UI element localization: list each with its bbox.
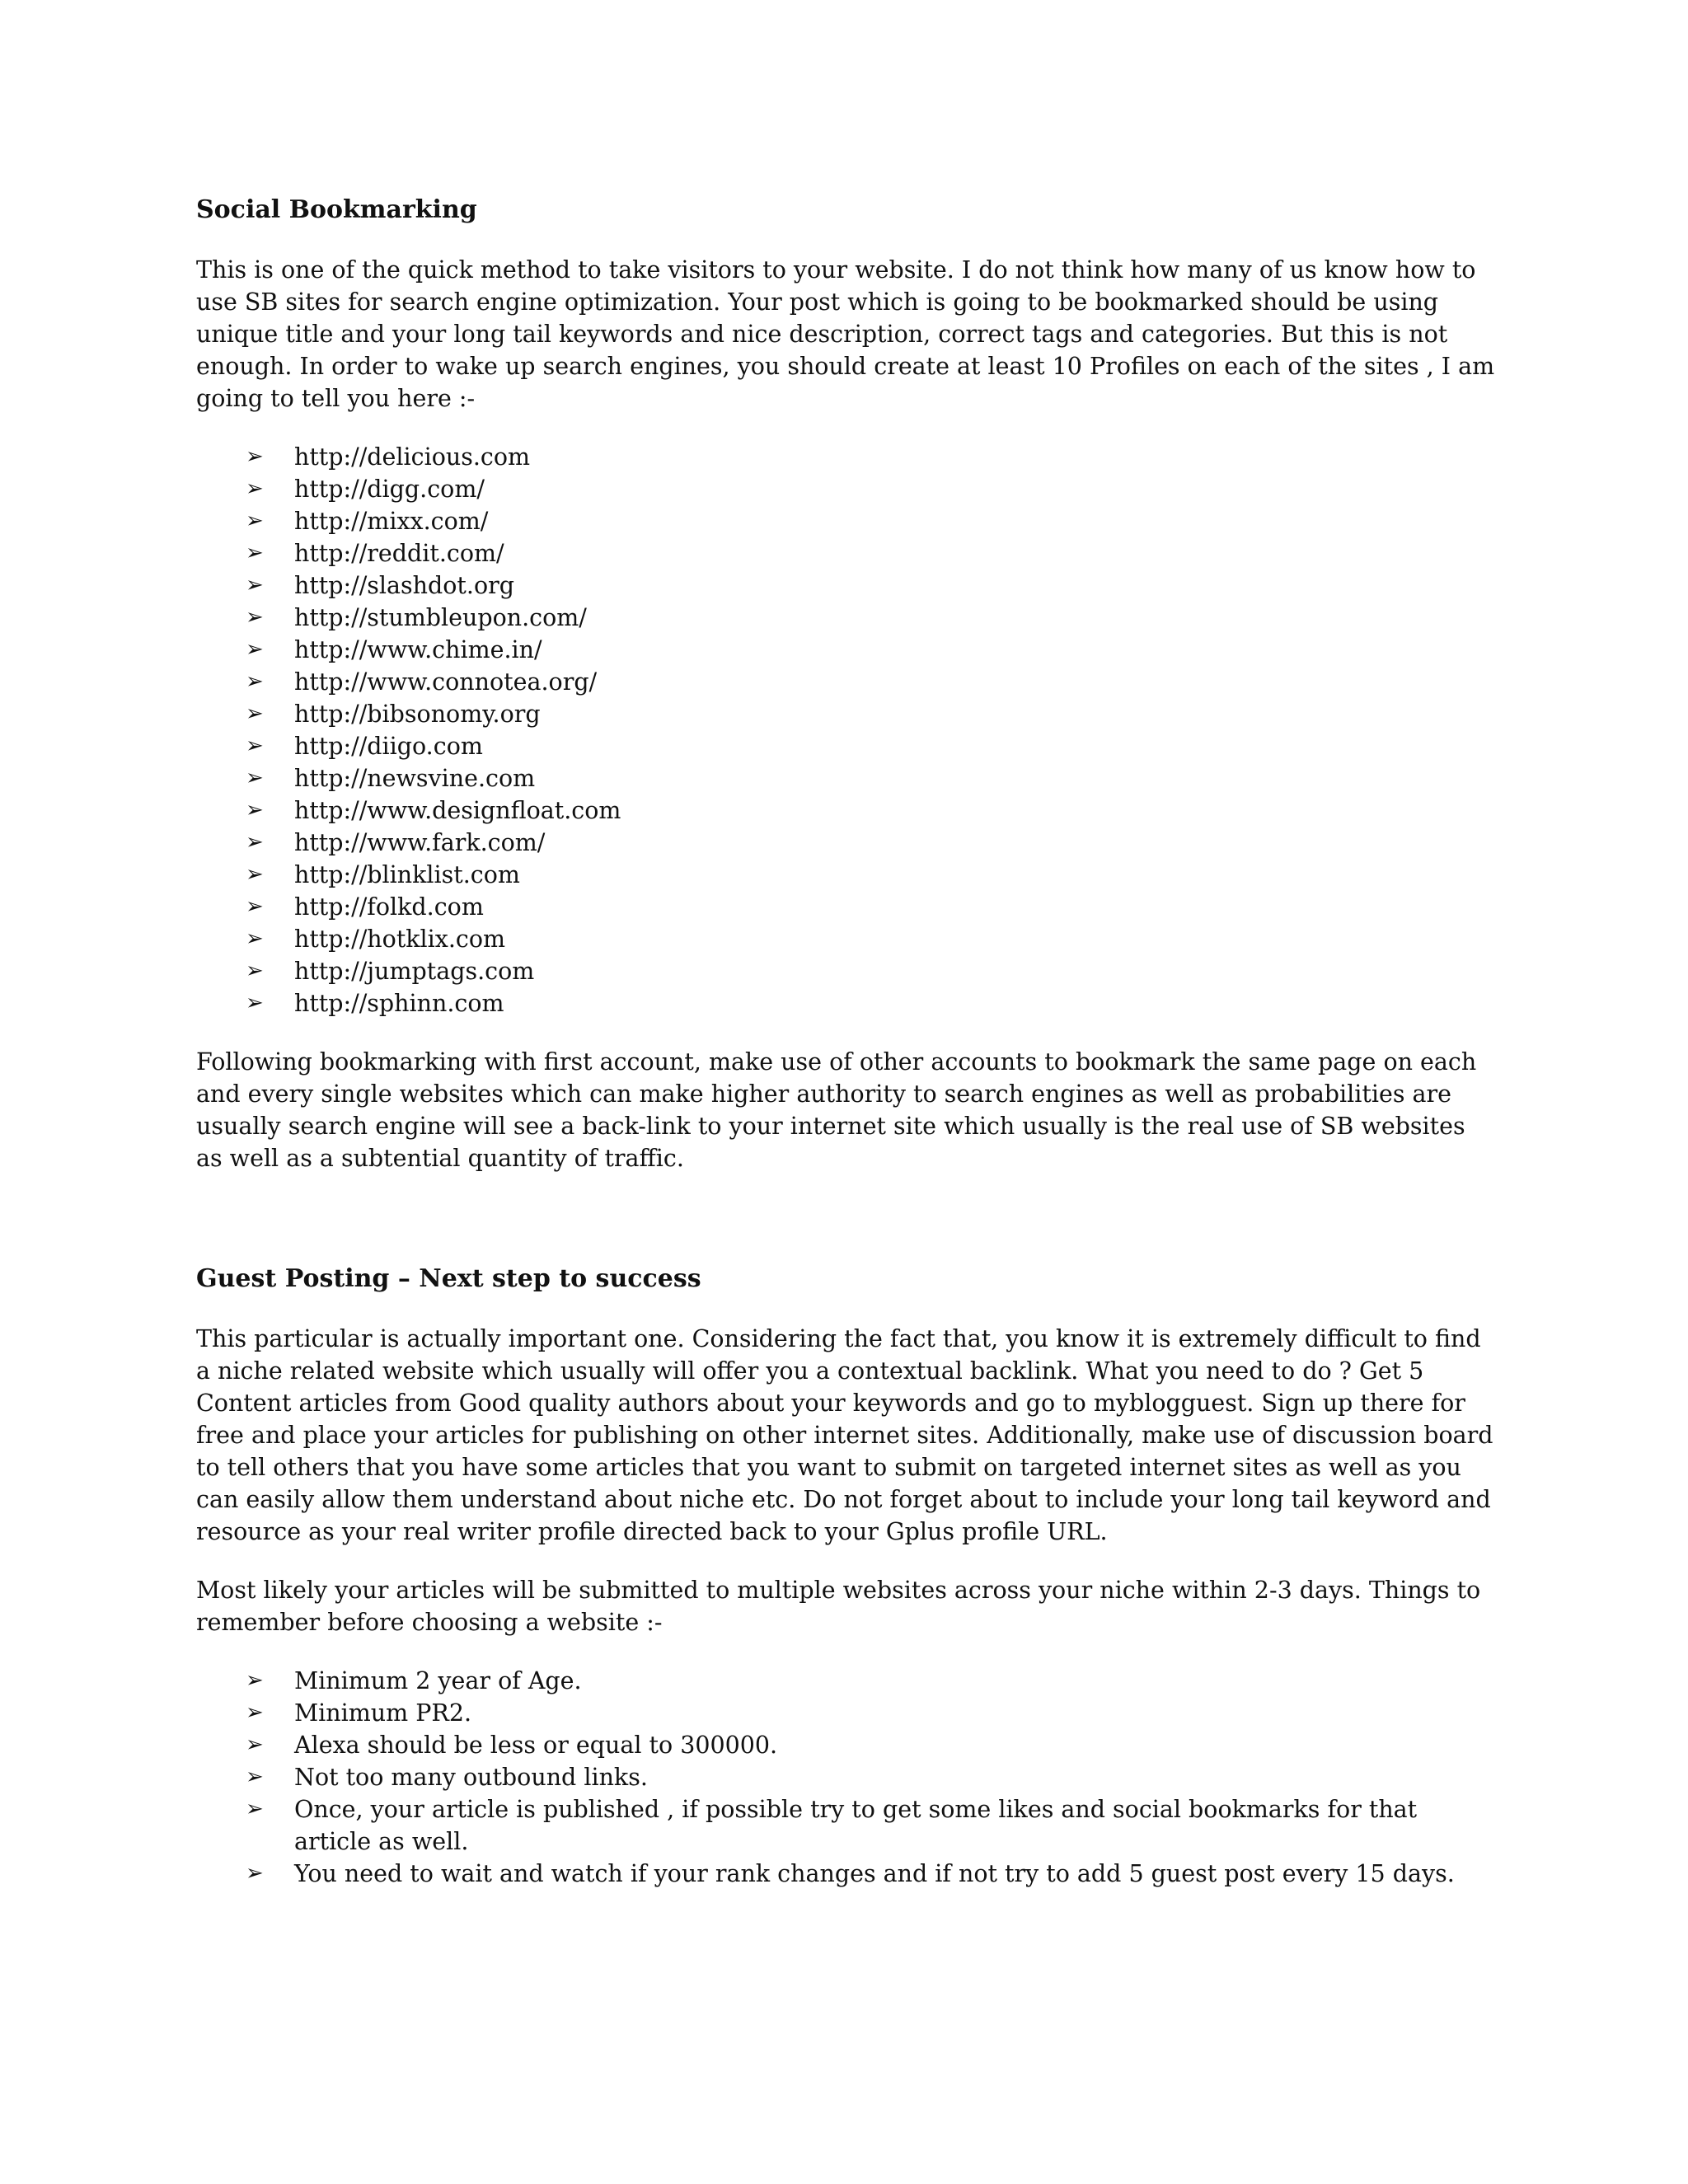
checklist-item-text: Alexa should be less or equal to 300000. [294,1732,778,1759]
guest-posting-intro: This particular is actually important one. Considering the fact that, you know it is extremely difficult to find a niche related website which usually will offer you a contextual backlink. What you need to do ? Get 5 Content articles from Good quality authors about your keywords and go to myblogguest. Sign up there for free and place your articles for publishing on other internet sites. Additionally, make use of discussion board to tell others that you have some articles that you want to submit on targeted internet sites as well as you can easily allow them understand about niche etc. Do not forget about to include your long tail keyword and resource as your real writer profile directed back to your Gplus profile URL. [196,1325,1493,1545]
arrowhead-bullet-icon: ➢ [246,444,264,469]
site-list-item [196,891,1498,923]
checklist-item-text: Once, your article is published , if possible try to get some likes and social bookmarks for that article as well. [294,1796,1418,1855]
social-bookmarking-outro: Following bookmarking with first account, make use of other accounts to bookmark the same page on each and every single websites which can make higher authority to search engines as well as probabilities are usually search engine will see a back-link to your internet site which usually is the real use of SB websites as well as a subtential quantity of traffic. [196,1048,1477,1172]
arrowhead-bullet-icon: ➢ [246,1765,264,1789]
site-list-item-text: http://sphinn.com [294,990,504,1017]
arrowhead-bullet-icon: ➢ [246,573,264,598]
section-heading-social-bookmarking: Social Bookmarking [196,195,477,224]
checklist-item-text: Not too many outbound links. [294,1764,648,1791]
site-list-item [196,762,1498,794]
arrowhead-bullet-icon: ➢ [246,1668,264,1693]
site-list-item-text: http://digg.com/ [294,476,485,503]
arrowhead-bullet-icon: ➢ [246,1861,264,1886]
arrowhead-bullet-icon: ➢ [246,766,264,790]
arrowhead-bullet-icon: ➢ [246,701,264,726]
arrowhead-bullet-icon: ➢ [246,1732,264,1757]
arrowhead-bullet-icon: ➢ [246,1797,264,1821]
checklist-item [196,1665,1498,1697]
site-list-item-text: http://www.fark.com/ [294,829,546,856]
checklist-item-text: You need to wait and watch if your rank changes and if not try to add 5 guest post every 15 days. [294,1860,1455,1887]
document-page [196,194,1498,1890]
site-list-item [196,827,1498,859]
social-bookmarking-intro: This is one of the quick method to take visitors to your website. I do not think how many of us know how to use SB sites for search engine optimization. Your post which is going to be bookmarked should be using unique title and your long tail keywords and nice description, correct tags and categories. But this is not enough. In order to wake up search engines, you should create at least 10 Profiles on each of the sites , I am going to tell you here :- [196,256,1495,412]
checklist-item [196,1858,1498,1890]
arrowhead-bullet-icon: ➢ [246,862,264,887]
arrowhead-bullet-icon: ➢ [246,991,264,1015]
checklist-item [196,1761,1498,1793]
site-list-item [196,666,1498,698]
site-list-item-text: http://folkd.com [294,893,484,921]
site-list-item-text: http://bibsonomy.org [294,701,541,728]
arrowhead-bullet-icon: ➢ [246,1700,264,1725]
site-list-item [196,569,1498,602]
arrowhead-bullet-icon: ➢ [246,605,264,630]
site-list-item-text: http://stumbleupon.com/ [294,604,587,631]
site-list-item [196,859,1498,891]
site-list-item-text: http://blinklist.com [294,861,520,888]
site-list-item-text: http://www.designfloat.com [294,797,621,824]
checklist-item [196,1729,1498,1761]
site-list-item-text: http://hotklix.com [294,926,506,953]
site-list-item [196,473,1498,505]
arrowhead-bullet-icon: ➢ [246,509,264,533]
website-checklist [196,1665,1498,1890]
arrowhead-bullet-icon: ➢ [246,476,264,501]
site-list-item-text: http://slashdot.org [294,572,514,599]
checklist-item [196,1697,1498,1729]
site-list-item-text: http://jumptags.com [294,958,535,985]
guest-posting-para2: Most likely your articles will be submitted to multiple websites across your niche within 2-3 days. Things to remember before choosing a website :- [196,1577,1481,1636]
arrowhead-bullet-icon: ➢ [246,541,264,565]
site-list-item-text: http://diigo.com [294,733,483,760]
section-heading-guest-posting: Guest Posting – Next step to success [196,1264,701,1293]
arrowhead-bullet-icon: ➢ [246,798,264,823]
site-list-item [196,923,1498,955]
site-list-item [196,698,1498,730]
checklist-item-text: Minimum 2 year of Age. [294,1667,582,1694]
site-list-item-text: http://newsvine.com [294,765,536,792]
site-list-item-text: http://www.connotea.org/ [294,668,598,696]
checklist-item-text: Minimum PR2. [294,1699,472,1727]
arrowhead-bullet-icon: ➢ [246,830,264,855]
site-list-item [196,794,1498,827]
site-list-item-text: http://reddit.com/ [294,540,504,567]
site-list-item [196,505,1498,537]
site-list-item [196,987,1498,1019]
arrowhead-bullet-icon: ➢ [246,926,264,951]
bookmark-sites-list [196,441,1498,1019]
checklist-item [196,1793,1498,1858]
site-list-item [196,634,1498,666]
site-list-item [196,955,1498,987]
arrowhead-bullet-icon: ➢ [246,637,264,662]
site-list-item [196,537,1498,569]
arrowhead-bullet-icon: ➢ [246,669,264,694]
site-list-item-text: http://delicious.com [294,443,531,471]
site-list-item-text: http://mixx.com/ [294,508,489,535]
arrowhead-bullet-icon: ➢ [246,958,264,983]
site-list-item [196,602,1498,634]
arrowhead-bullet-icon: ➢ [246,894,264,919]
site-list-item-text: http://www.chime.in/ [294,636,542,663]
site-list-item [196,730,1498,762]
site-list-item [196,441,1498,473]
arrowhead-bullet-icon: ➢ [246,733,264,758]
